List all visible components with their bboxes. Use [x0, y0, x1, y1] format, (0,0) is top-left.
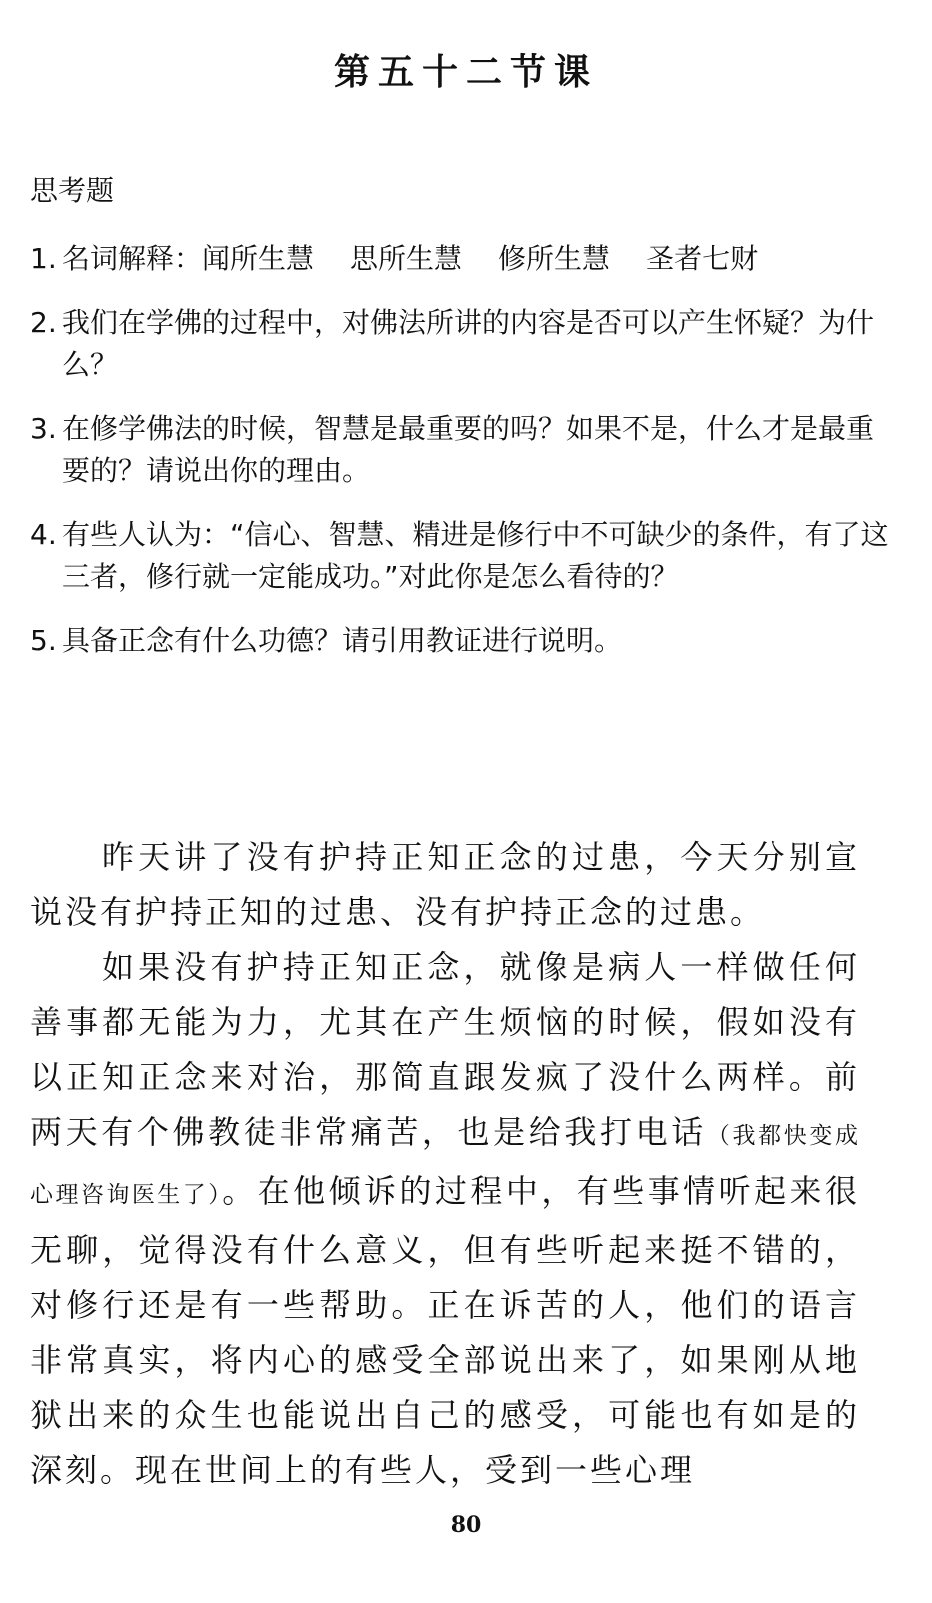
- question-text: 在修学佛法的时候，智慧是最重要的吗？如果不是，什么才是最重要的？请说出你的理由。: [62, 412, 875, 487]
- question-number: 5.: [30, 624, 57, 657]
- question-item: [30, 302, 890, 386]
- parenthetical-note: （我都快变成心理咨询医生了）: [30, 1123, 860, 1208]
- question-text: 有些人认为：“信心、智慧、精进是修行中不可缺少的条件，有了这三者，修行就一定能成功。”对此你是怎么看待的？: [62, 518, 889, 593]
- paragraph-text: 。在他倾诉的过程中，有些事情听起来很无聊，觉得没有什么意义，但有些听起来挺不错的，对修行还是有一些帮助。正在诉苦的人，他们的语言非常真实，将内心的感受全部说出来了，如果刚从地狱出来的众生也能说出自己的感受，可能也有如是的深刻。现在世间上的有些人，受到一些心理: [30, 1172, 860, 1489]
- question-number: 1.: [30, 242, 57, 275]
- question-item: [30, 514, 890, 598]
- question-item: [30, 408, 890, 492]
- question-item: [30, 238, 890, 280]
- question-label: 名词解释：: [62, 242, 203, 275]
- term: 圣者七财: [646, 242, 759, 275]
- page-title: 第五十二节课: [333, 51, 598, 93]
- question-number: 3.: [30, 412, 57, 445]
- questions-heading: 思考题: [30, 174, 115, 207]
- term: 闻所生慧: [202, 242, 315, 275]
- question-text: [62, 238, 890, 280]
- discussion-questions: [30, 170, 890, 684]
- lecture-body: [30, 830, 860, 1498]
- question-text: 我们在学佛的过程中，对佛法所讲的内容是否可以产生怀疑？为什么？: [62, 306, 875, 381]
- paragraph: [30, 940, 860, 1498]
- paragraph: 昨天讲了没有护持正知正念的过患，今天分别宣说没有护持正知的过患、没有护持正念的过患。: [30, 838, 860, 931]
- question-number: 2.: [30, 306, 57, 339]
- question-text: 具备正念有什么功德？请引用教证进行说明。: [62, 624, 623, 657]
- term: 思所生慧: [350, 242, 463, 275]
- term: 修所生慧: [498, 242, 611, 275]
- page-number: 80: [450, 1512, 482, 1538]
- question-number: 4.: [30, 518, 57, 551]
- question-item: [30, 620, 890, 662]
- paragraph-text: 如果没有护持正知正念，就像是病人一样做任何善事都无能为力，尤其在产生烦恼的时候，假如没有以正知正念来对治，那简直跟发疯了没什么两样。前两天有个佛教徒非常痛苦，也是给我打电话: [30, 948, 860, 1151]
